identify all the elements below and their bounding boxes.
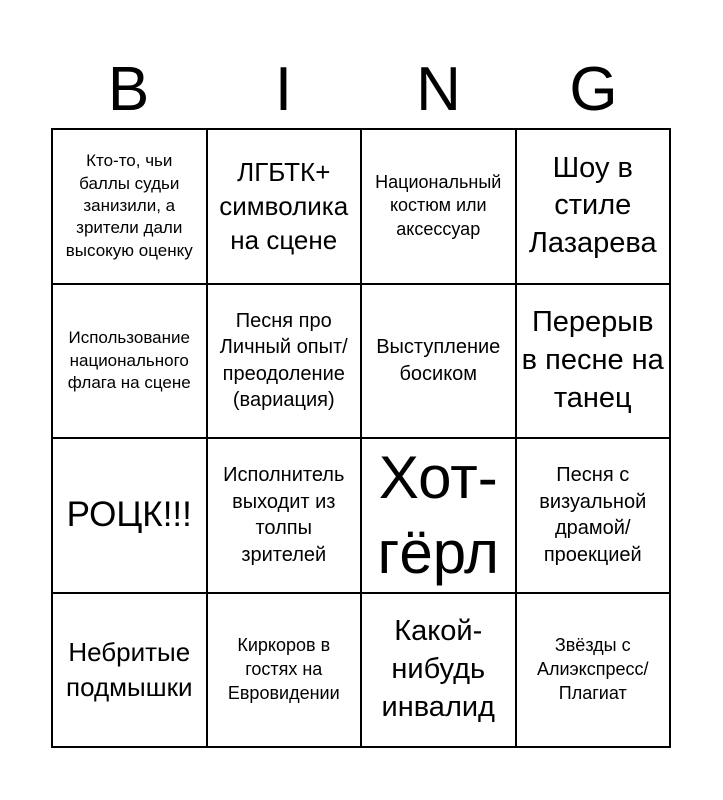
cell-text: Песня с визуальной драмой/ проекцией — [539, 464, 647, 566]
bingo-cell[interactable] — [52, 438, 207, 593]
bingo-cell[interactable] — [516, 129, 671, 284]
cell-text: Хот-гёрл — [377, 444, 500, 587]
cell-text: Выступление босиком — [376, 336, 501, 385]
bingo-cell[interactable] — [207, 129, 362, 284]
header-letter-n: N — [416, 55, 461, 124]
bingo-cell[interactable] — [516, 593, 671, 748]
bingo-cell[interactable] — [361, 284, 516, 439]
header-letter-i: I — [274, 55, 293, 124]
cell-text: Национальный костюм или аксессуар — [375, 171, 502, 240]
cell-text: Песня про Личный опыт/ преодоление (вариация) — [219, 309, 348, 412]
cell-text: Какой-нибудь инвалид — [381, 615, 495, 723]
bingo-cell[interactable] — [361, 438, 516, 593]
bingo-cell[interactable] — [361, 593, 516, 748]
header-letter-g: G — [569, 55, 618, 124]
cell-text: Кто-то, чьи баллы судьи занизили, а зрители дали высокую оценку — [65, 151, 193, 260]
bingo-cell[interactable] — [516, 284, 671, 439]
bingo-cell[interactable] — [361, 129, 516, 284]
cell-text: РОЦК!!! — [66, 495, 192, 535]
bingo-cell[interactable] — [52, 129, 207, 284]
cell-text: Исполнитель выходит из толпы зрителей — [223, 464, 345, 566]
bingo-header — [51, 52, 671, 128]
cell-text: Небритые подмышки — [66, 637, 193, 702]
bingo-cell[interactable] — [207, 438, 362, 593]
header-letter-b: B — [107, 55, 150, 124]
cell-text: ЛГБТК+ символика на сцене — [219, 156, 349, 256]
cell-text: Звёзды с Алиэкспресс/ Плагиат — [536, 635, 649, 703]
cell-text: Киркоров в гостях на Евровидении — [227, 635, 340, 703]
bingo-cell[interactable] — [207, 284, 362, 439]
cell-text: Использование национального флага на сцене — [67, 328, 191, 392]
bingo-card — [51, 128, 671, 748]
bingo-cell[interactable] — [207, 593, 362, 748]
bingo-cell[interactable] — [516, 438, 671, 593]
bingo-cell[interactable] — [52, 593, 207, 748]
cell-text: Перерыв в песне на танец — [521, 306, 664, 414]
cell-text: Шоу в стиле Лазарева — [528, 151, 657, 260]
bingo-cell[interactable] — [52, 284, 207, 439]
